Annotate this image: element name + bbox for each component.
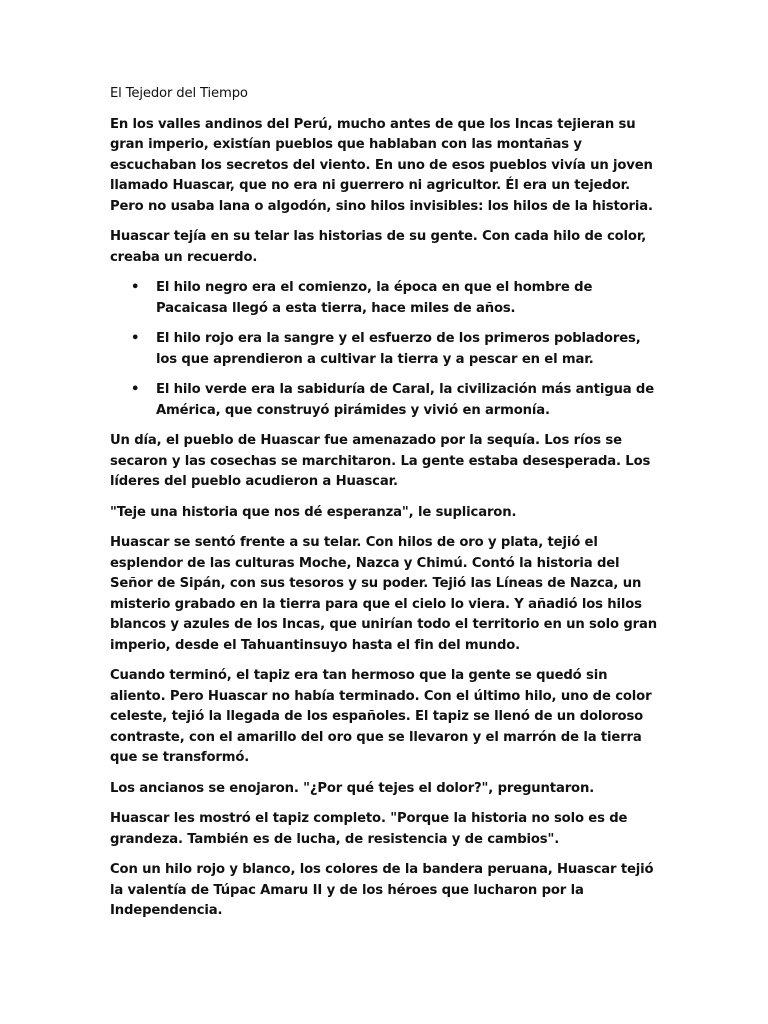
paragraph-telar: Huascar tejía en su telar las historias de su gente. Con cada hilo de color, creaba un recuerdo. [110, 229, 647, 265]
document-page [110, 84, 662, 932]
bullet-icon: • [131, 382, 140, 397]
paragraph-sequia: Un día, el pueblo de Huascar fue amenazado por la sequía. Los ríos se secaron y las cosechas se marchitaron. La gente estaba desesperada. Los líderes del pueblo acudieron a Huascar. [110, 433, 651, 489]
paragraph-suplica: "Teje una historia que nos dé esperanza", le suplicaron. [110, 504, 517, 520]
thread-list [110, 278, 662, 421]
paragraph-independencia: Con un hilo rojo y blanco, los colores de la bandera peruana, Huascar tejió la valentía de Túpac Amaru II y de los héroes que lucharon por la Independencia. [110, 862, 654, 918]
paragraph-tapiz: Cuando terminó, el tapiz era tan hermoso que la gente se quedó sin aliento. Pero Huascar no había terminado. Con el último hilo, uno de color celeste, tejió la llegada de los españoles. El tapiz se llenó de un doloroso contraste, con el amarillo del oro que se llevaron y el marrón de la tierra que se transformó. [110, 668, 652, 765]
paragraph-culturas: Huascar se sentó frente a su telar. Con hilos de oro y plata, tejió el esplendor de las culturas Moche, Nazca y Chimú. Contó la historia del Señor de Sipán, con sus tesoros y su poder. Tejió las Líneas de Nazca, un misterio grabado en la tierra para que el cielo lo viera. Y añadió los hilos blancos y azules de los Incas, que unirían todo el territorio en un solo gran imperio, desde el Tahuantinsuyo hasta el fin del mundo. [110, 535, 658, 653]
paragraph-ancianos: Los ancianos se enojaron. "¿Por qué tejes el dolor?", preguntaron. [110, 780, 595, 796]
list-item-text: El hilo verde era la sabiduría de Caral, la civilización más antigua de América, que construyó pirámides y vivió en armonía. [156, 382, 654, 418]
paragraph-respuesta: Huascar les mostró el tapiz completo. "Porque la historia no solo es de grandeza. También es de lucha, de resistencia y de cambios". [110, 811, 628, 847]
list-item [110, 278, 662, 319]
document-title: El Tejedor del Tiempo [110, 86, 248, 101]
list-item-text: El hilo negro era el comienzo, la época en que el hombre de Pacaicasa llegó a esta tierra, hace miles de años. [156, 280, 593, 316]
list-item [110, 329, 662, 370]
paragraph-intro: En los valles andinos del Perú, mucho antes de que los Incas tejieran su gran imperio, existían pueblos que hablaban con las montañas y escuchaban los secretos del viento. En uno de esos pueblos vivía un joven llamado Huascar, que no era ni guerrero ni agricultor. Él era un tejedor. Pero no usaba lana o algodón, sino hilos invisibles: los hilos de la historia. [110, 116, 653, 214]
list-item [110, 380, 662, 421]
list-item-text: El hilo rojo era la sangre y el esfuerzo de los primeros pobladores, los que aprendieron a cultivar la tierra y a pescar en el mar. [156, 331, 641, 367]
bullet-icon: • [131, 280, 140, 295]
bullet-icon: • [131, 331, 140, 346]
